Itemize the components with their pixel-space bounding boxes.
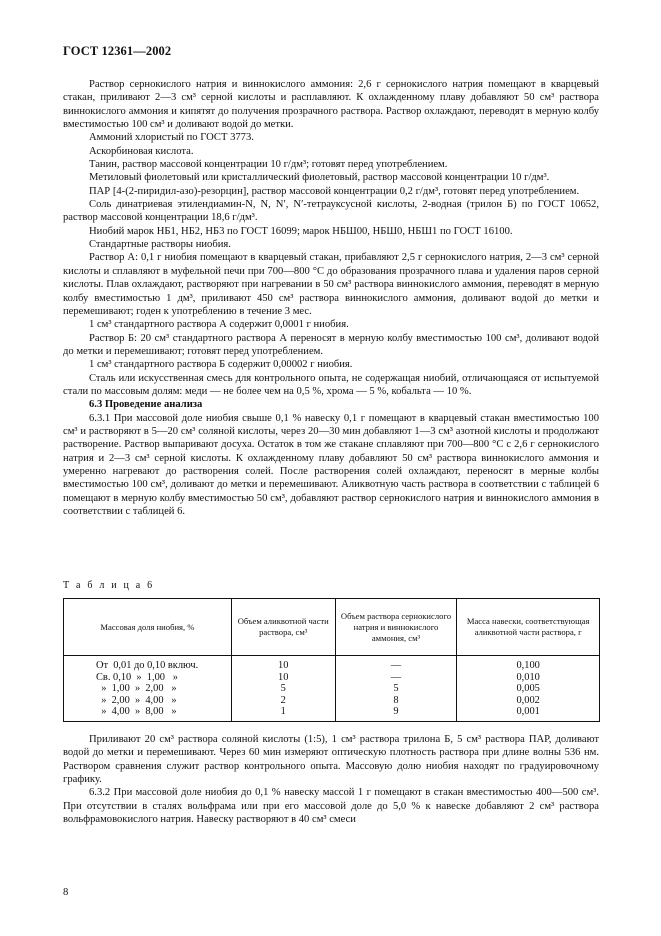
table-cell: От 0,01 до 0,10 включ. <box>64 656 232 672</box>
paragraph: Ниобий марок НБ1, НБ2, НБ3 по ГОСТ 16099; марок НБШ00, НБШ0, НБШ1 по ГОСТ 16100. <box>89 225 513 237</box>
table-cell: 0,002 <box>457 695 600 707</box>
table-cell: 2 <box>231 695 335 707</box>
page-number: 8 <box>63 887 69 898</box>
page-header: ГОСТ 12361—2002 <box>63 44 172 58</box>
table-row <box>64 683 600 695</box>
table-cell: 0,100 <box>457 656 600 672</box>
document-body <box>63 78 599 518</box>
paragraph: Сталь или искусственная смесь для контрольного опыта, не содержащая ниобий, отличающаяся от испытуемой стали по массовым долям: меди — не более чем на 0,5 %, хрома — 5 %, кобальта — 10 %. <box>63 372 599 397</box>
paragraph-6-3-2: 6.3.2 При массовой доле ниобия до 0,1 % навеску массой 1 г помещают в стакан вместимостью 400—500 см³. При отсутствии в сталях вольфрама или при его массовой доле до 5,0 % к навеске добавляют 2 см³ раствора вольфрамовокислого натрия. Навеску растворяют в 40 см³ смеси <box>63 787 599 826</box>
paragraph: 1 см³ стандартного раствора А содержит 0,0001 г ниобия. <box>89 319 349 331</box>
paragraph: ПАР [4-(2-пиридил-азо)-резорцин], раствор массовой концентрации 0,2 г/дм³, готовят перед употреблением. <box>89 185 580 197</box>
table-cell: » 4,00 » 8,00 » <box>64 706 232 721</box>
table-row <box>64 706 600 721</box>
table-6 <box>63 598 600 722</box>
table-row <box>64 695 600 707</box>
table-cell: 8 <box>335 695 457 707</box>
paragraph: Метиловый фиолетовый или кристаллический фиолетовый, раствор массовой концентрации 10 г/дм³. <box>89 172 550 184</box>
table-cell: — <box>335 656 457 672</box>
paragraph-6-3-1: 6.3.1 При массовой доле ниобия свыше 0,1 % навеску 0,1 г помещают в кварцевый стакан вместимостью 100 см³ и растворяют в 5—20 см³ соляной кислоты, через 20—30 мин добавляют 1—3 см³ азотной кислоты и продолжают растворение. Раствор выпаривают досуха. Остаток в том же стакане сплавляют при 700—800 °С с 2,6 г сернокислого натрия и 2—3 см³ серной кислоты. К охлажденному плаву добавляют 50 см³ раствора виннокислого аммония и умеренно нагревают до растворения солей. После растворения солей охлаждают, переносят в мерные колбы вместимостью 100 см³, доливают до метки и перемешивают. Аликвотную часть раствора в соответствии с таблицей 6 помещают в мерную колбу вместимостью 50 см³, добавляют раствор сернокислого натрия и виннокислого аммония в соответствии с таблицей 6. <box>63 412 599 517</box>
table-cell: 0,005 <box>457 683 600 695</box>
table-cell: 10 <box>231 672 335 684</box>
table-cell: 10 <box>231 656 335 672</box>
column-header: Масса навески, соответствующая аликвотной части раствора, г <box>457 599 600 656</box>
table-header-row <box>64 599 600 656</box>
table-cell: 9 <box>335 706 457 721</box>
paragraph: Раствор Б: 20 см³ стандартного раствора А переносят в мерную колбу вместимостью 100 см³, доливают водой до метки и перемешивают; готовят перед употреблением. <box>63 332 599 357</box>
table-row <box>64 656 600 672</box>
paragraph: Аммоний хлористый по ГОСТ 3773. <box>89 132 254 144</box>
paragraph: Приливают 20 см³ раствора соляной кислоты (1:5), 1 см³ раствора трилона Б, 5 см³ раствора ПАР, доливают водой до метки и перемешивают. Через 60 мин измеряют оптическую плотность раствора при длине волны 536 нм. Раствором сравнения служит раствор контрольного опыта. Массовую долю ниобия находят по градуировочному графику. <box>63 734 599 786</box>
table-caption: Т а б л и ц а 6 <box>63 580 155 591</box>
table-cell: 5 <box>231 683 335 695</box>
table-row <box>64 672 600 684</box>
paragraph: Раствор сернокислого натрия и виннокислого аммония: 2,6 г сернокислого натрия помещают в кварцевый стакан, приливают 2—3 см³ серной кислоты и расплавляют. К охлажденному плаву добавляют 50 см³ раствора виннокислого аммония и кипятят до получения прозрачного раствора. Раствор охлаждают, переводят в мерную колбу вместимостью 100 см³ и доливают водой до метки. <box>63 79 599 131</box>
paragraph: Соль динатриевая этилендиамин-N, N, N′, N′-тетрауксусной кислоты, 2-водная (трилон Б) по ГОСТ 10652, раствор массовой концентрации 18,6 г/дм³. <box>63 199 599 224</box>
document-body-continued <box>63 733 599 826</box>
table-cell: » 2,00 » 4,00 » <box>64 695 232 707</box>
column-header: Объем раствора сернокислого натрия и виннокислого аммония, см³ <box>335 599 457 656</box>
table-cell: 1 <box>231 706 335 721</box>
paragraph: Раствор А: 0,1 г ниобия помещают в кварцевый стакан, прибавляют 2,5 г сернокислого натрия, 2—3 см³ серной кислоты и сплавляют в муфельной печи при 700—800 °С до образования прозрачного плава и удаления паров серной кислоты. Плав охлаждают, растворяют при нагревании в 50 см³ раствора виннокислого аммония, переводят в мерную колбу вместимостью 1 дм³, приливают 450 см³ раствора виннокислого аммония, доливают водой до метки и перемешивают; годен к употреблению в течение 3 мес. <box>63 252 599 317</box>
column-header: Массовая доля ниобия, % <box>64 599 232 656</box>
table-cell: » 1,00 » 2,00 » <box>64 683 232 695</box>
paragraph: Стандартные растворы ниобия. <box>89 239 231 251</box>
paragraph: 1 см³ стандартного раствора Б содержит 0,00002 г ниобия. <box>89 359 353 371</box>
paragraph: Танин, раствор массовой концентрации 10 г/дм³; готовят перед употреблением. <box>89 159 448 171</box>
table-cell: 5 <box>335 683 457 695</box>
table-cell: 0,010 <box>457 672 600 684</box>
paragraph: Аскорбиновая кислота. <box>89 145 194 157</box>
table-cell: 0,001 <box>457 706 600 721</box>
table-cell: — <box>335 672 457 684</box>
table-cell: Св. 0,10 » 1,00 » <box>64 672 232 684</box>
column-header: Объем аликвотной части раствора, см³ <box>231 599 335 656</box>
section-heading: 6.3 Проведение анализа <box>89 399 203 411</box>
